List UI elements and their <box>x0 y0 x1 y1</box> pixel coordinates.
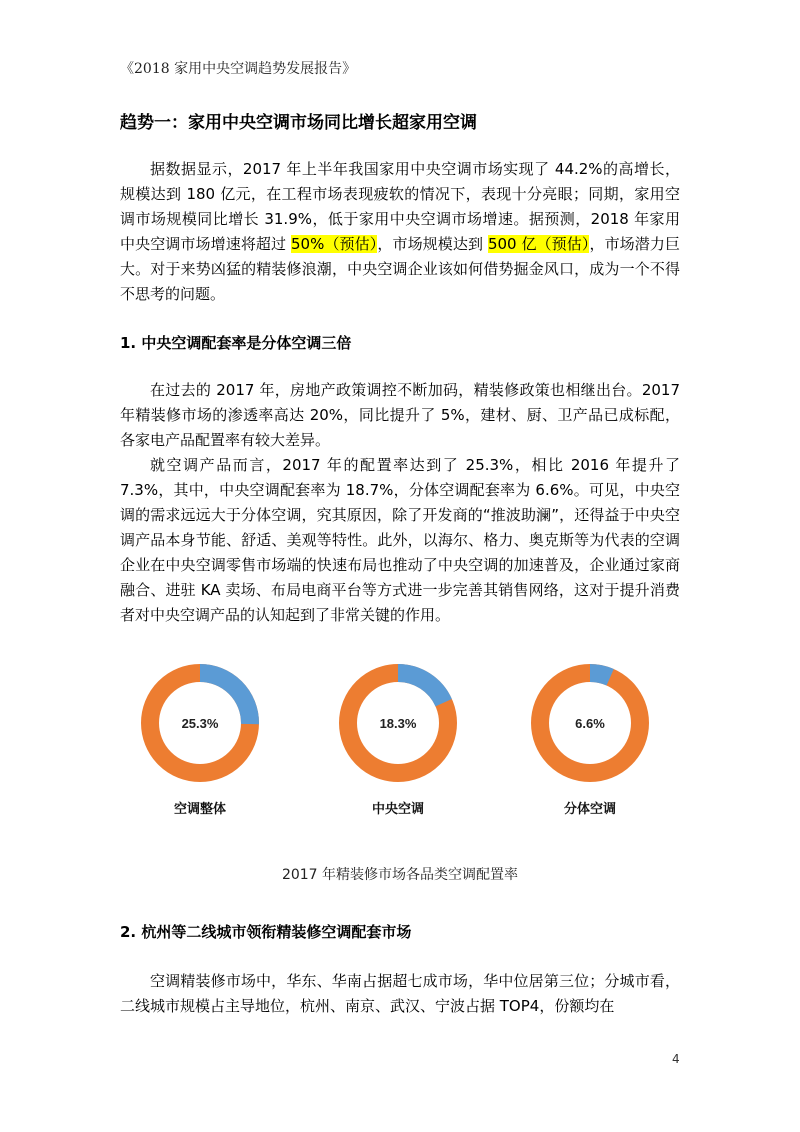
highlight-market-size-forecast: 500 亿（预估） <box>487 235 590 253</box>
donut-center-value: 25.3% <box>181 716 219 731</box>
donut-category-label: 分体空调 <box>563 801 617 816</box>
intro-text-2: ，市场规模达到 <box>377 235 488 253</box>
intro-paragraph <box>120 157 680 307</box>
donut-center-value: 6.6% <box>575 716 605 731</box>
figure-caption: 2017 年精装修市场各品类空调配置率 <box>281 867 519 883</box>
donut-charts-svg <box>120 655 680 835</box>
subsection-2-paragraph-1: 空调精装修市场中，华东、华南占据超七成市场，华中位居第三位；分城市看，二线城市规模占主导地位，杭州、南京、武汉、宁波占据 TOP4，份额均在 <box>120 972 680 1015</box>
donut-3 <box>540 673 640 816</box>
donut-center-value: 18.3% <box>379 716 417 731</box>
subsection-1-title: 1. 中央空调配套率是分体空调三倍 <box>120 334 352 352</box>
donut-category-label: 空调整体 <box>173 801 227 816</box>
highlight-growth-forecast: 50%（预估） <box>291 235 378 253</box>
subsection-1-paragraph-2: 就空调产品而言，2017 年的配置率达到了 25.3%，相比 2016 年提升了 7.3%，其中，中央空调配套率为 18.7%，分体空调配套率为 6.6%。可见，中央空调的需求远远大于分体空调，究其原因，除了开发商的“推波助澜”，还得益于中央空调产品本身节能、舒适、美观等特性。此外，以海尔、格力、奥克斯等为代表的空调企业在中央空调零售市场端的快速布局也推动了中央空调的加速普及，企业通过家商融合、进驻 KA 卖场、布局电商平台等方式进一步完善其销售网络，这对于提升消费者对中央空调产品的认知起到了非常关键的作用。 <box>120 456 680 624</box>
donut-1 <box>150 673 250 816</box>
intro-text-1: 据数据显示，2017 年上半年我国家用中央空调市场实现了 44.2%的高增长，规模达到 180 亿元，在工程市场表现疲软的情况下，表现十分亮眼；同期，家用空调市场规模同比增长 31.9%，低于家用中央空调市场增速。据预测，2018 年家用中央空调市场增速将超过 <box>120 160 680 253</box>
donut-chart-group <box>120 655 680 835</box>
page-number: 4 <box>672 1052 680 1066</box>
subsection-2-title: 2. 杭州等二线城市领衔精装修空调配套市场 <box>120 923 412 941</box>
section-title: 趋势一：家用中央空调市场同比增长超家用空调 <box>120 113 477 133</box>
donut-category-label: 中央空调 <box>371 801 425 816</box>
subsection-1-paragraph-1: 在过去的 2017 年，房地产政策调控不断加码，精装修政策也相继出台。2017 年精装修市场的渗透率高达 20%，同比提升了 5%，建材、厨、卫产品已成标配，各家电产品配置率有较大差异。 <box>120 381 680 449</box>
donut-2 <box>348 673 448 816</box>
intro-text-3: ，市场潜力巨大。对于来势凶猛的精装修浪潮，中央空调企业该如何借势掘金风口，成为一个不得不思考的问题。 <box>120 235 680 303</box>
running-header: 《2018 家用中央空调趋势发展报告》 <box>120 61 357 77</box>
